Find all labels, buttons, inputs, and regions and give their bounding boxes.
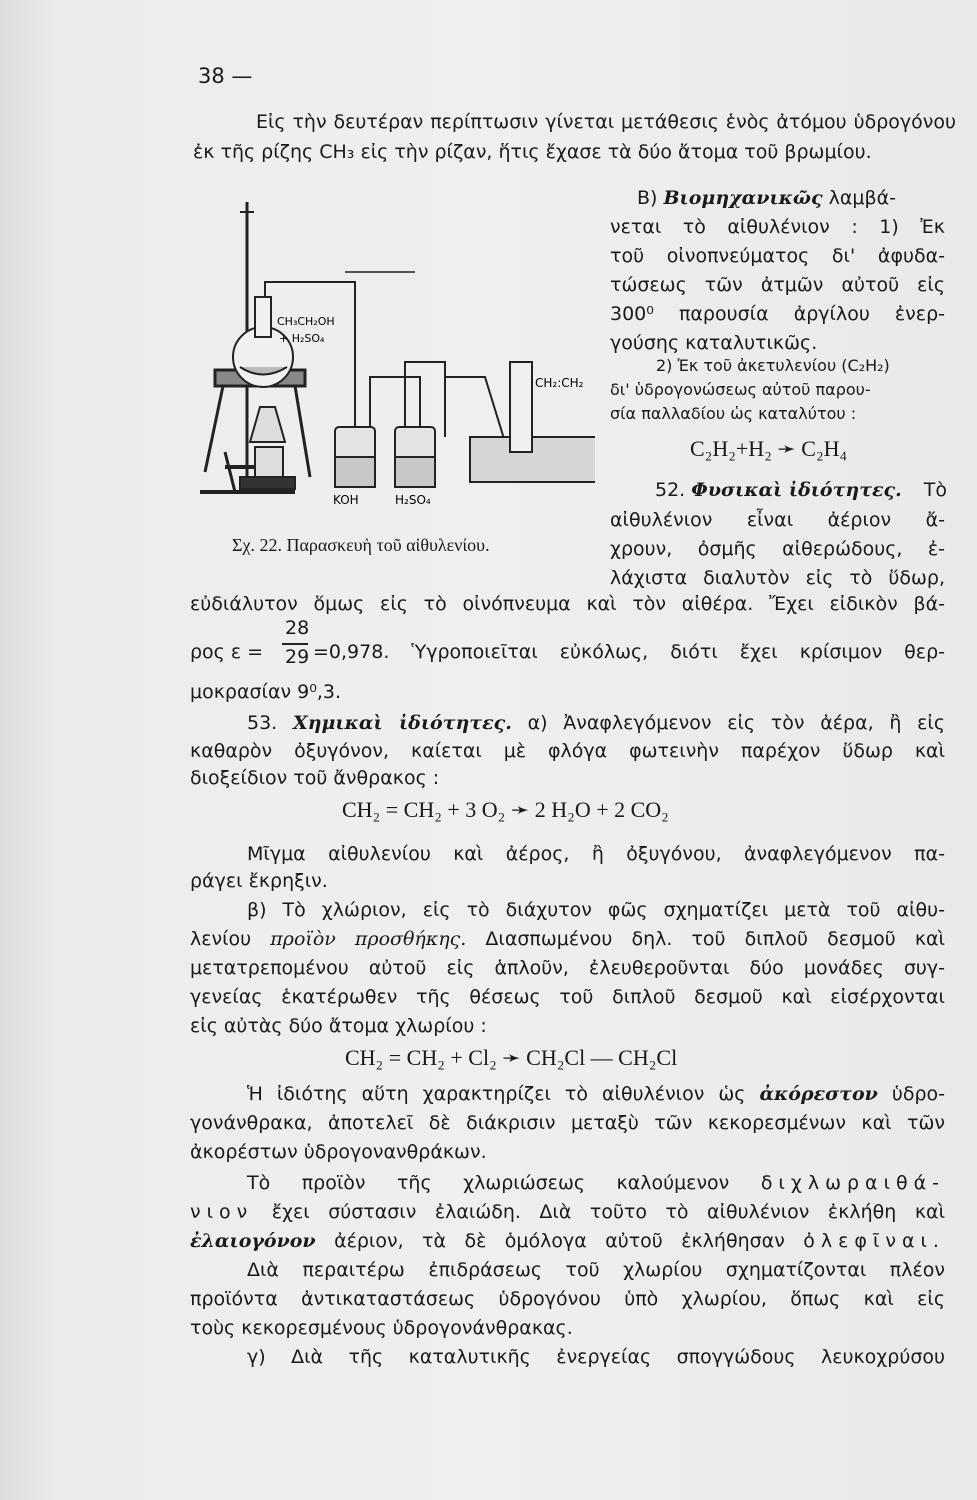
koh-label: KOH — [333, 493, 359, 507]
dichloroethane-term: διχλωραιθά- — [760, 1172, 946, 1194]
elaiogonon-term: ἐλαιογόνον — [190, 1230, 316, 1252]
formula-chlorination: CH₂ = CH₂ + Cl₂ ➛ CH₂Cl — CH₂Cl — [345, 1045, 678, 1070]
section-b-first: Β) Βιομηχανικῶς λαμβά- — [637, 187, 896, 209]
page-number: 38 — — [198, 64, 253, 88]
chlor-line-3: ἐλαιογόνον ἀέριον, τὰ δὲ ὁμόλογα αὐτοῦ ἐκλήθησαν ὀλεφῖναι. — [190, 1230, 945, 1252]
unsaturated-term: ἀκόρεστον — [759, 1083, 878, 1105]
wash-bottles — [335, 427, 435, 487]
prop-line-3: ἀκορέστων ὑδρογονανθράκων. — [190, 1141, 487, 1163]
final-line-4: γ) Διὰ τῆς καταλυτικῆς ἐνεργείας σπογγώδους λευκοχρύσου — [247, 1346, 945, 1368]
final-line-2: προϊόντα ἀντικαταστάσεως ὑδρογόνου ὑπὸ χλωρίου, ὅπως καὶ εἰς — [190, 1288, 945, 1310]
acid-label: + H₂SO₄ — [279, 332, 325, 345]
fraction-bar — [282, 643, 308, 645]
addition-product-term: προϊὸν προσθήκης. — [270, 928, 467, 950]
olefins-term: ὀλεφῖναι. — [803, 1230, 945, 1252]
density-prefix: ρος ε = — [190, 641, 264, 663]
delivery-tubes — [265, 272, 525, 442]
para2-line-2: ράγει ἔκρηξιν. — [190, 870, 328, 892]
final-line-1: Διὰ περαιτέρω ἐπιδράσεως τοῦ χλωρίου σχηματίζονται πλέον — [247, 1259, 945, 1281]
formula-acetylene: C₂H₂+H₂ ➛ C₂H₄ — [690, 436, 848, 461]
beta-line-2: λενίου προϊὸν προσθήκης. Διασπωμένου δηλ. τοῦ διπλοῦ δεσμοῦ καὶ — [190, 928, 945, 950]
beta-line-5: εἰς αὐτὰς δύο ἄτομα χλωρίου : — [190, 1015, 487, 1037]
sec52-heading: Φυσικαὶ ἰδιότητες. — [691, 479, 902, 501]
chlor-line-2: νιον ἔχει σύστασιν ἐλαιώδη. Διὰ τοῦτο τὸ αἰθυλένιον ἐκλήθη καὶ — [190, 1201, 945, 1223]
fraction-denominator: 29 — [285, 646, 310, 668]
sec52-first: 52. Φυσικαὶ ἰδιότητες. Τὸ — [655, 479, 947, 501]
sec52-line-4: εὐδιάλυτον ὅμως εἰς τὸ οἰνόπνευμα καὶ τὸν αἰθέρα. Ἔχει εἰδικὸν βά- — [190, 593, 945, 615]
sec53-first: 53. Χημικαὶ ἰδιότητες. α) Ἀναφλεγόμενον εἰς τὸν ἀέρα, ἢ εἰς — [247, 712, 945, 734]
fraction-numerator: 28 — [285, 617, 310, 639]
sec52-lines: αἰθυλένιον εἶναι ἀέριον ἄ- χρουν, ὀσμῆς αἰθερώδους, ἐ- λάχιστα διαλυτὸν εἰς τὸ ὕδωρ, — [610, 509, 945, 589]
density-rest: =0,978. Ὑγροποιεῖται εὐκόλως, διότι ἔχει κρίσιμον θερ- — [313, 641, 945, 663]
beta-line-3: μετατρεπομένου αὐτοῦ εἰς ἁπλοῦν, ἐλευθεροῦνται δύο μονάδες συγ- — [190, 957, 945, 979]
beta-line-1: β) Τὸ χλώριον, εἰς τὸ διάχυτον φῶς σχηματίζει μετὰ τοῦ αἰθυ- — [247, 899, 945, 921]
h2so4-label: H₂SO₄ — [395, 493, 431, 507]
intro-line-1: Εἰς τὴν δευτέραν περίπτωσιν γίνεται μετάθεσις ἑνὸς ἀτόμου ὑδρογόνου — [256, 111, 956, 133]
chlor-line-1: Τὸ προϊὸν τῆς χλωριώσεως καλούμενον διχλωραιθά- — [247, 1172, 946, 1194]
prop-line-1: Ἡ ἰδιότης αὕτη χαρακτηρίζει τὸ αἰθυλένιον ὡς ἀκόρεστον ὑδρο- — [247, 1083, 945, 1105]
burner — [225, 407, 295, 489]
flask-label: CH₃CH₂OH — [277, 315, 335, 328]
sec53-heading: Χημικαὶ ἰδιότητες. — [292, 712, 512, 734]
sec53-line-2: διοξείδιον τοῦ ἄνθρακος : — [190, 767, 440, 789]
sec53-line-1: καθαρὸν ὀξυγόνον, καίεται μὲ φλόγα φωτεινὴν παρέχον ὕδωρ καὶ — [190, 740, 945, 762]
final-line-3: τοὺς κεκορεσμένους ὑδρογονάνθρακας. — [190, 1317, 573, 1339]
apparatus-figure — [195, 192, 595, 522]
section-b-sub2: 2) Ἐκ τοῦ ἀκετυλενίου (C₂H₂) δι' ὑδρογονώσεως αὐτοῦ παρου- σία παλλαδίου ὡς καταλύτου : — [610, 356, 890, 423]
prop-line-2: γονάνθρακα, ἀποτελεῖ δὲ διάκρισιν μεταξὺ τῶν κεκορεσμένων καὶ τῶν — [190, 1112, 945, 1134]
para2-line-1: Μῖγμα αἰθυλενίου καὶ ἀέρος, ἢ ὀξυγόνου, ἀναφλεγόμενον πα- — [247, 843, 945, 865]
formula-combustion: CH₂ = CH₂ + 3 O₂ ➛ 2 H₂O + 2 CO₂ — [342, 797, 669, 822]
intro-line-2: ἐκ τῆς ρίζης CH₃ εἰς τὴν ρίζαν, ἥτις ἔχασε τὰ δύο ἄτομα τοῦ βρωμίου. — [193, 141, 872, 163]
section-b-lines: νεται τὸ αἰθυλένιον : 1) Ἐκ τοῦ οἰνοπνεύματος δι' ἀφυδα- τώσεως τῶν ἀτμῶν αὐτοῦ εἰς 300⁰ παρουσία ἀργίλου ἐνερ- γούσης καταλυτικῶς. — [610, 216, 945, 354]
sec52-last: μοκρασίαν 9⁰,3. — [190, 681, 342, 703]
ethylene-label: CH₂:CH₂ — [535, 376, 584, 390]
section-b-heading: Βιομηχανικῶς — [663, 187, 823, 209]
beta-line-4: γενείας ἑκατέρωθεν τῆς θέσεως τοῦ διπλοῦ δεσμοῦ καὶ εἰσέρχονται — [190, 986, 945, 1008]
figure-caption: Σχ. 22. Παρασκευὴ τοῦ αἰθυλενίου. — [232, 535, 490, 555]
